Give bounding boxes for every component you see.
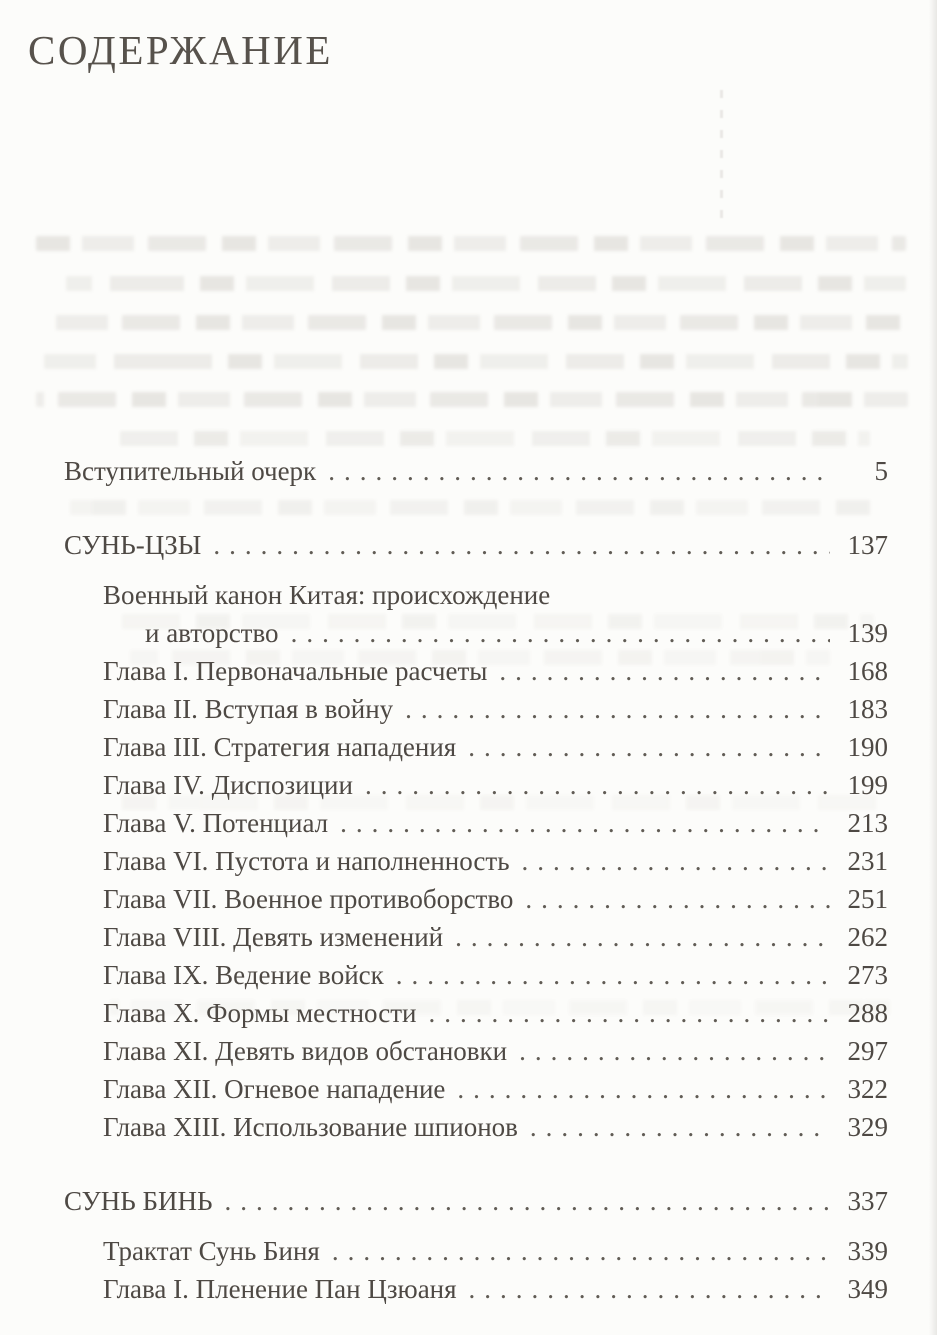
toc-page-number: 288 (847, 998, 888, 1028)
toc-entry-label: Глава I. Пленение Пан Цзюаня (103, 1274, 457, 1304)
toc-page-number: 297 (847, 1036, 888, 1066)
toc-leader-dots (332, 1232, 830, 1270)
toc-page-number: 168 (847, 656, 888, 686)
toc-leader-dots (225, 1182, 830, 1220)
toc-leader-dots (328, 452, 830, 490)
toc-row (103, 652, 888, 690)
toc-entry-label: Глава VIII. Девять изменений (103, 922, 444, 952)
toc-leader-dots (340, 804, 830, 842)
toc-row (103, 576, 888, 614)
toc-leader-dots (291, 614, 830, 652)
toc-row (103, 956, 888, 994)
toc-list (64, 452, 888, 1308)
toc-page-number: 5 (874, 456, 888, 486)
toc-leader-dots (499, 652, 830, 690)
toc-row (64, 526, 888, 564)
toc-row (103, 994, 888, 1032)
toc-page-number: 339 (847, 1236, 888, 1266)
toc-page-number: 349 (847, 1274, 888, 1304)
toc-leader-dots (469, 1270, 830, 1308)
toc-entry-label: Глава V. Потенциал (103, 808, 329, 838)
toc-leader-dots (396, 956, 830, 994)
toc-page-number: 231 (847, 846, 888, 876)
bleedthrough-line (50, 315, 906, 330)
toc-entry-label: Глава IX. Ведение войск (103, 960, 384, 990)
toc-row (103, 1070, 888, 1108)
toc-entry-label: Глава XI. Девять видов обстановки (103, 1036, 508, 1066)
toc-entry-label: Глава XII. Огневое нападение (103, 1074, 446, 1104)
toc-entry-label: Глава VII. Военное противоборство (103, 884, 514, 914)
toc-row (103, 842, 888, 880)
toc-entry-label: Военный канон Китая: происхождение (103, 580, 551, 610)
toc-entry-label: Глава IV. Диспозиции (103, 770, 353, 800)
bleedthrough-line (36, 392, 908, 407)
toc-row (103, 690, 888, 728)
toc-leader-dots (455, 918, 830, 956)
toc-row (103, 766, 888, 804)
toc-page-number: 251 (847, 884, 888, 914)
toc-leader-dots (525, 880, 830, 918)
toc-leader-dots (468, 728, 830, 766)
toc-entry-label: Глава II. Вступая в войну (103, 694, 394, 724)
bleedthrough-line (120, 431, 870, 446)
toc-page-number: 337 (847, 1186, 888, 1216)
toc-row (103, 1232, 888, 1270)
toc-row (103, 918, 888, 956)
toc-entry-label: Трактат Сунь Биня (103, 1236, 320, 1266)
toc-entry-label: Вступительный очерк (64, 456, 317, 486)
toc-entry-label: Глава X. Формы местности (103, 998, 417, 1028)
toc-page-number: 273 (847, 960, 888, 990)
toc-leader-dots (405, 690, 830, 728)
bleedthrough-line (66, 276, 906, 291)
toc-row (103, 728, 888, 766)
toc-page-number: 199 (847, 770, 888, 800)
toc-entry-label: Глава III. Стратегия нападения (103, 732, 457, 762)
toc-page-number: 183 (847, 694, 888, 724)
toc-page-number: 329 (847, 1112, 888, 1142)
toc-page-number: 262 (847, 922, 888, 952)
bleedthrough-dotted-leader (720, 90, 723, 220)
toc-entry-label: СУНЬ-ЦЗЫ (64, 530, 202, 560)
toc-entry-label: СУНЬ БИНЬ (64, 1186, 213, 1216)
bleedthrough-line (44, 354, 908, 369)
toc-leader-dots (365, 766, 830, 804)
page-edge-shadow (929, 0, 937, 1335)
toc-entry-label: и авторство (145, 618, 279, 648)
toc-leader-dots (428, 994, 830, 1032)
toc-entry-label: Глава VI. Пустота и наполненность (103, 846, 510, 876)
bleedthrough-line (36, 236, 906, 251)
page-title: СОДЕРЖАНИЕ (28, 27, 333, 73)
toc-leader-dots (530, 1108, 830, 1146)
toc-page-number: 190 (847, 732, 888, 762)
toc-leader-dots (213, 526, 830, 564)
toc-row (64, 452, 888, 490)
toc-page-number: 139 (847, 618, 888, 648)
toc-page-number: 322 (847, 1074, 888, 1104)
toc-leader-dots (522, 842, 830, 880)
toc-row (103, 1032, 888, 1070)
toc-entry-label: Глава XIII. Использование шпионов (103, 1112, 518, 1142)
toc-entry-label: Глава I. Первоначальные расчеты (103, 656, 488, 686)
toc-leader-dots (519, 1032, 830, 1070)
toc-row (103, 880, 888, 918)
toc-leader-dots (457, 1070, 830, 1108)
toc-row (103, 1108, 888, 1146)
toc-row (103, 804, 888, 842)
toc-page-number: 213 (847, 808, 888, 838)
toc-row (103, 1270, 888, 1308)
toc-row (145, 614, 888, 652)
toc-page-number: 137 (847, 530, 888, 560)
toc-row (64, 1182, 888, 1220)
